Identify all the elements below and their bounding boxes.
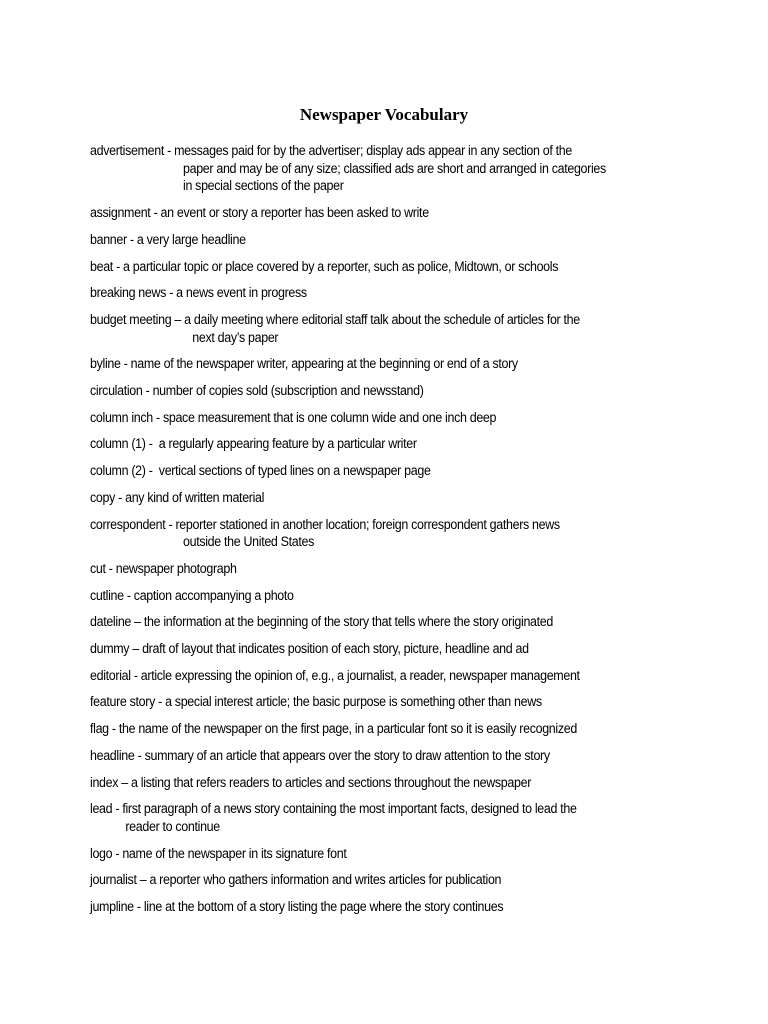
- list-item: [90, 284, 685, 302]
- entry-text: copy - any kind of written material: [90, 489, 265, 505]
- list-item: [90, 845, 685, 863]
- list-item: [90, 747, 685, 765]
- list-item: [90, 258, 685, 276]
- list-item: [90, 311, 685, 346]
- entry-text: breaking news - a news event in progress: [90, 285, 307, 301]
- entry-text: index – a listing that refers readers to articles and sections throughout the newspaper: [90, 774, 532, 790]
- entry-text: headline - summary of an article that appears over the story to draw attention to the story: [90, 747, 550, 763]
- list-item: [90, 800, 685, 835]
- list-item: [90, 587, 685, 605]
- list-item: [90, 231, 685, 249]
- list-item: [90, 613, 685, 631]
- entry-text: column (2) - vertical sections of typed lines on a newspaper page: [90, 463, 431, 479]
- entry-continuation: in special sections of the paper: [183, 178, 344, 194]
- entry-text: correspondent - reporter stationed in another location; foreign correspondent gathers news: [90, 516, 560, 532]
- entry-text: cut - newspaper photograph: [90, 560, 237, 576]
- entry-text: logo - name of the newspaper in its signature font: [90, 845, 347, 861]
- entry-continuation: paper and may be of any size; classified ads are short and arranged in categories: [183, 160, 606, 176]
- entry-text: beat - a particular topic or place covered by a reporter, such as police, Midtown, or schools: [90, 258, 559, 274]
- list-item: [90, 355, 685, 373]
- entry-text: cutline - caption accompanying a photo: [90, 587, 294, 603]
- list-item: [90, 489, 685, 507]
- list-item: [90, 462, 685, 480]
- entry-text: lead - first paragraph of a news story containing the most important facts, designed to lead the: [90, 801, 577, 817]
- list-item: [90, 640, 685, 658]
- entry-continuation: outside the United States: [183, 534, 315, 550]
- list-item: [90, 871, 685, 889]
- entry-text: journalist – a reporter who gathers information and writes articles for publication: [90, 872, 502, 888]
- page-title: Newspaper Vocabulary: [299, 105, 469, 124]
- entry-text: feature story - a special interest article; the basic purpose is something other than news: [90, 694, 542, 710]
- entry-text: dateline – the information at the beginning of the story that tells where the story originated: [90, 614, 553, 630]
- entry-continuation: reader to continue: [125, 818, 220, 834]
- list-item: [90, 667, 685, 685]
- list-item: [90, 435, 685, 453]
- list-item: [90, 516, 685, 551]
- entry-text: dummy – draft of layout that indicates position of each story, picture, headline and ad: [90, 641, 529, 657]
- entry-text: advertisement - messages paid for by the advertiser; display ads appear in any section of the: [90, 143, 572, 158]
- entry-text: assignment - an event or story a reporter has been asked to write: [90, 205, 429, 221]
- entry-text: jumpline - line at the bottom of a story listing the page where the story continues: [90, 899, 504, 915]
- entry-text: byline - name of the newspaper writer, appearing at the beginning or end of a story: [90, 356, 518, 372]
- entry-text: budget meeting – a daily meeting where editorial staff talk about the schedule of articles for the: [90, 311, 580, 327]
- list-item: [90, 774, 685, 792]
- list-item: [90, 560, 685, 578]
- list-item: [90, 382, 685, 400]
- entry-continuation: next day’s paper: [192, 329, 279, 345]
- entry-text: column inch - space measurement that is one column wide and one inch deep: [90, 409, 497, 425]
- entry-text: circulation - number of copies sold (subscription and newsstand): [90, 383, 424, 399]
- list-item: [90, 898, 685, 916]
- list-item: [90, 720, 685, 738]
- list-item: [90, 142, 685, 195]
- entry-text: flag - the name of the newspaper on the first page, in a particular font so it is easily recognized: [90, 721, 577, 737]
- list-item: [90, 409, 685, 427]
- entry-text: banner - a very large headline: [90, 231, 246, 247]
- entry-text: editorial - article expressing the opinion of, e.g., a journalist, a reader, newspaper management: [90, 667, 580, 683]
- list-item: [90, 204, 685, 222]
- entry-text: column (1) - a regularly appearing feature by a particular writer: [90, 436, 417, 452]
- list-item: [90, 693, 685, 711]
- vocabulary-list: [90, 142, 690, 925]
